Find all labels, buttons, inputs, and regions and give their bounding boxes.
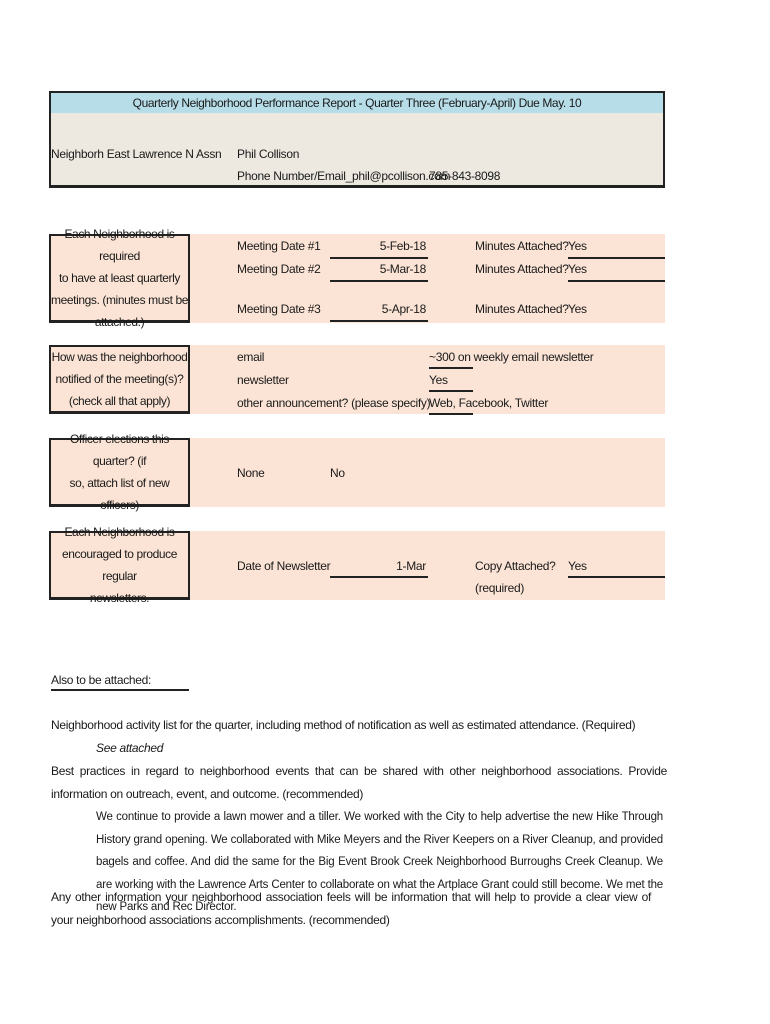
- best-practices-answer: We continue to provide a lawn mower and a tiller. We worked with the City to help advertise the new Hike Through History grand opening. We collaborated with Mike Meyers and the River Keepers on a River Cleanup, and provided bagels and coffee. And did the same for the Big Event Brook Creek Neighborhood Burroughs Creek Cleanup. We are working with the Lawrence Arts Center to collaborate on what the Artplace Grant could still become. We met the new Parks and Rec Director.: [96, 811, 663, 913]
- notification-question-box: [49, 345, 190, 414]
- copy-attached-underline: [568, 576, 665, 578]
- notify-other-label: other announcement? (please specify): [237, 396, 431, 410]
- contact-email: Phone Number/Email_phil@pcollison.com: [237, 169, 451, 183]
- minutes-1-label: Minutes Attached?: [475, 239, 569, 253]
- notify-email-label: email: [237, 350, 265, 364]
- copy-attached-value: Yes: [568, 559, 587, 573]
- meeting-date-1-label: Meeting Date #1: [237, 239, 321, 253]
- best-practices-prompt: Best practices in regard to neighborhood events that can be shared with other neighborhood associations. Provide information on outreach, event, and outcome. (recommended): [51, 764, 667, 801]
- newsletter-question-box: [49, 525, 190, 605]
- activity-list-answer: See attached: [96, 741, 164, 755]
- attachments-heading: Also to be attached:: [51, 673, 152, 687]
- activity-list-prompt: Neighborhood activity list for the quarter, including method of notification as well as estimated attendance. (Required): [51, 718, 636, 732]
- minutes-2-underline: [568, 280, 665, 282]
- attachments-heading-underline: [51, 689, 189, 691]
- meetings-question: Each Neighborhood is required to have at least quarterly meetings. (minutes must be attached.): [51, 227, 188, 329]
- elections-question: Officer elections this quarter? (if so, attach list of new officers): [69, 432, 170, 512]
- meetings-question-box: [49, 227, 190, 329]
- minutes-2-label: Minutes Attached?: [475, 262, 569, 276]
- elections-question-box: [49, 432, 190, 512]
- minutes-1-underline: [568, 257, 665, 259]
- notification-question: How was the neighborhood notified of the meeting(s)? (check all that apply): [51, 350, 188, 408]
- association-name: Neighborh East Lawrence N Assn: [51, 147, 222, 161]
- meeting-date-1: 5-Feb-18: [379, 239, 426, 253]
- minutes-1-value: Yes: [568, 239, 587, 253]
- notify-newsletter-value: Yes: [429, 373, 448, 387]
- minutes-3-label: Minutes Attached?: [475, 302, 569, 316]
- notify-email-underline: [429, 367, 473, 369]
- newsletter-date: 1-Mar: [396, 559, 426, 573]
- report-title: Quarterly Neighborhood Performance Report - Quarter Three (February-April) Due May. 10: [132, 96, 582, 110]
- contact-phone: 785-843-8098: [429, 169, 501, 183]
- notify-newsletter-underline: [429, 390, 473, 392]
- meeting-date-3-underline: [330, 320, 428, 322]
- minutes-2-value: Yes: [568, 262, 587, 276]
- minutes-3-value: Yes: [568, 302, 587, 316]
- newsletter-question: Each Neighborhood is encouraged to produce regular newsletters.: [61, 525, 178, 605]
- elections-value: No: [330, 466, 345, 480]
- meeting-date-3-label: Meeting Date #3: [237, 302, 321, 316]
- elections-label: None: [237, 466, 265, 480]
- other-information-prompt: Any other information your neighborhood association feels will be information that will help to provide a clear view of your neighborhood associations accomplishments. (recommended): [51, 890, 651, 927]
- copy-attached-note: (required): [475, 581, 525, 595]
- notify-email-value: ~300 on weekly email newsletter: [429, 350, 594, 364]
- meeting-date-3: 5-Apr-18: [381, 302, 426, 316]
- meeting-date-1-underline: [330, 257, 428, 259]
- newsletter-date-label: Date of Newsletter: [237, 559, 331, 573]
- notify-other-underline: [429, 413, 473, 415]
- meeting-date-2-underline: [330, 280, 428, 282]
- notify-other-value: Web, Facebook, Twitter: [429, 396, 549, 410]
- report-title-bar: [49, 91, 665, 115]
- copy-attached-label: Copy Attached?: [475, 559, 556, 573]
- notify-newsletter-label: newsletter: [237, 373, 289, 387]
- contact-name: Phil Collison: [237, 147, 300, 161]
- newsletter-date-underline: [330, 576, 428, 578]
- meeting-date-2: 5-Mar-18: [379, 262, 426, 276]
- meeting-date-2-label: Meeting Date #2: [237, 262, 321, 276]
